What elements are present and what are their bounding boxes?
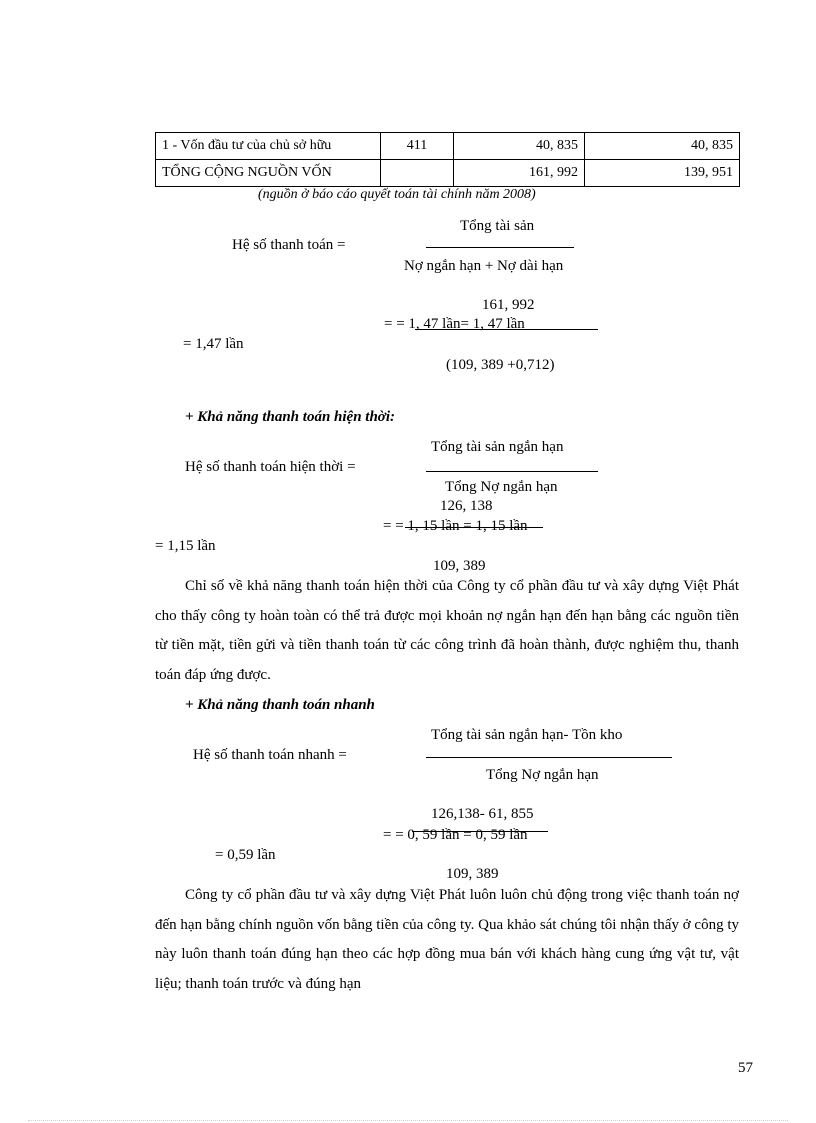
- row-label: TỔNG CỘNG NGUỒN VỐN: [156, 160, 381, 187]
- formula-2-calc-bar: [405, 527, 543, 528]
- page-number: 57: [738, 1060, 753, 1076]
- row-code: [381, 160, 454, 187]
- formula-3-result: = 0,59 lần: [215, 847, 276, 863]
- formula-1-calc-numerator: 161, 992: [482, 297, 535, 313]
- formula-2-label: Hệ số thanh toán hiện thời =: [185, 459, 356, 475]
- formula-3-label: Hệ số thanh toán nhanh =: [193, 747, 347, 763]
- formula-1-calc-bar: [415, 329, 598, 330]
- formula-1-result: = 1,47 lần: [183, 336, 244, 352]
- row-value-2: 139, 951: [585, 160, 740, 187]
- formula-1-fraction-bar: [426, 247, 574, 248]
- formula-2-calc-equals: = = 1, 15 lần = 1, 15 lần: [383, 518, 528, 534]
- capital-table: [155, 132, 740, 187]
- formula-3-fraction-bar: [426, 757, 672, 758]
- formula-2-calc-numerator: 126, 138: [440, 498, 493, 514]
- formula-2-result: = 1,15 lần: [155, 538, 216, 554]
- row-value-2: 40, 835: [585, 133, 740, 160]
- formula-3-calc-denominator: 109, 389: [446, 866, 499, 882]
- row-value-1: 40, 835: [454, 133, 585, 160]
- formula-1-denominator: Nợ ngắn hạn + Nợ dài hạn: [404, 258, 564, 274]
- table-row: [156, 160, 740, 187]
- section-heading-quick: + Khả năng thanh toán nhanh: [185, 697, 375, 713]
- formula-3-calc-bar: [412, 831, 548, 832]
- formula-1-calc-equals: = = 1, 47 lần= 1, 47 lần: [384, 316, 525, 332]
- formula-2-denominator: Tổng Nợ ngắn hạn: [445, 479, 558, 495]
- formula-2-fraction-bar: [426, 471, 598, 472]
- section-heading-current: + Khả năng thanh toán hiện thời:: [185, 409, 396, 425]
- formula-3-denominator: Tổng Nợ ngắn hạn: [486, 767, 599, 783]
- row-code: 411: [381, 133, 454, 160]
- formula-2-calc-denominator: 109, 389: [433, 558, 486, 574]
- formula-3-calc-equals: = = 0, 59 lần = 0, 59 lần: [383, 827, 528, 843]
- formula-1-calc-denominator: (109, 389 +0,712): [446, 357, 555, 373]
- paragraph-current-ratio: Chỉ số về khả năng thanh toán hiện thời của Công ty cổ phần đầu tư và xây dựng Việt Phát cho thấy công ty hoàn toàn có thể trả được mọi khoản nợ ngắn hạn đến hạn bằng các nguồn tiền từ tiền mặt, tiền gửi và tiền thanh toán từ các công trình đã hoàn thành, được nghiệm thu, thanh toán đáp ứng được.: [155, 578, 739, 683]
- formula-3-calc-numerator: 126,138- 61, 855: [431, 806, 534, 822]
- formula-1-numerator: Tổng tài sản: [460, 218, 535, 234]
- page-bottom-divider: [28, 1120, 788, 1121]
- source-note: (nguồn ở báo cáo quyết toán tài chính năm 2008): [258, 187, 536, 202]
- table-row: [156, 133, 740, 160]
- paragraph-quick-ratio: Công ty cổ phần đầu tư và xây dựng Việt Phát luôn luôn chủ động trong việc thanh toán nợ đến hạn bằng chính nguồn vốn bằng tiền của công ty. Qua khảo sát chúng tôi nhận thấy ở công ty này luôn thanh toán đúng hạn theo các hợp đồng mua bán với khách hàng cung ứng vật tư, vật liệu; thanh toán trước và đúng hạn: [155, 887, 739, 992]
- formula-2-numerator: Tổng tài sản ngắn hạn: [431, 439, 564, 455]
- formula-1-label: Hệ số thanh toán =: [232, 237, 346, 253]
- row-label: 1 - Vốn đầu tư của chủ sở hữu: [156, 133, 381, 160]
- formula-3-numerator: Tổng tài sản ngắn hạn- Tồn kho: [431, 727, 623, 743]
- row-value-1: 161, 992: [454, 160, 585, 187]
